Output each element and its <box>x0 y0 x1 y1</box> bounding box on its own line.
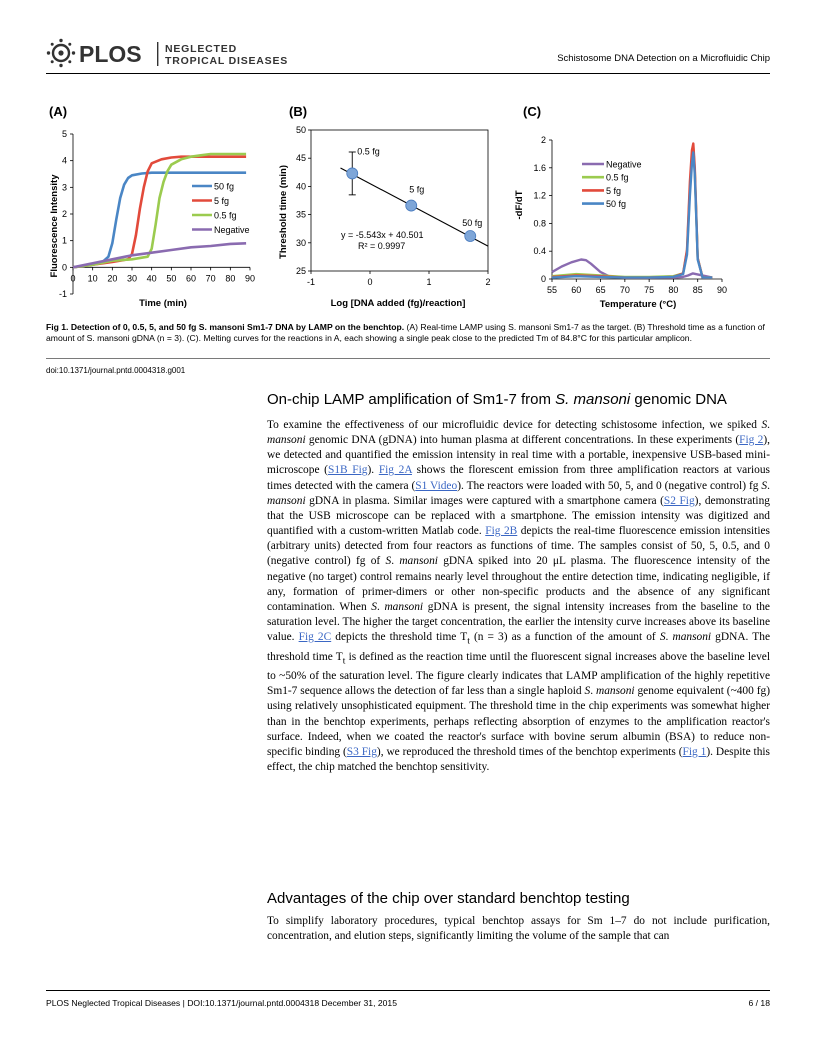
chart-c-y-tick-label: 0 <box>540 274 546 284</box>
chart-a-y-tick-label: -1 <box>58 289 67 299</box>
plos-brand-text: PLOS <box>79 41 142 67</box>
chart-a-y-tick-label: 2 <box>61 209 67 219</box>
figure-doi: doi:10.1371/journal.pntd.0004318.g001 <box>46 366 186 375</box>
chart-a-real-time-lamp <box>40 126 270 316</box>
chart-c-x-tick-label: 90 <box>716 285 728 295</box>
chart-b-x-tick-label: 0 <box>367 277 373 287</box>
chart-c-x-axis-label: Temperature (°C) <box>599 299 677 310</box>
chart-b-x-tick-label: -1 <box>306 277 316 287</box>
footer-divider <box>46 990 770 991</box>
chart-b-x-tick-label: 1 <box>426 277 432 287</box>
chart-c-y-tick-label: 0.8 <box>533 218 546 229</box>
chart-a-y-axis-label: Fluorescence Intensity <box>49 174 60 278</box>
chart-b-x-axis-label: Log [DNA added (fg)/reaction] <box>330 298 466 309</box>
chart-c-x-tick-label: 60 <box>571 285 582 295</box>
chart-c-y-tick-label: 1.2 <box>533 190 546 201</box>
chart-a-x-axis-label: Time (min) <box>139 298 187 309</box>
chart-b-r-squared: R² = 0.9997 <box>358 241 406 251</box>
chart-a-y-tick-label: 4 <box>61 155 67 166</box>
chart-b-y-tick-label: 40 <box>295 181 306 192</box>
chart-a-legend-label: 50 fg <box>214 181 235 192</box>
chart-b-y-axis-label: Threshold time (min) <box>278 165 289 259</box>
link-s1-video[interactable]: S1 Video <box>415 479 458 492</box>
figure-caption-lead: Fig 1. Detection of 0, 0.5, 5, and 50 fg S. mansoni Sm1-7 DNA by LAMP on the benchtop. <box>46 322 405 332</box>
panel-letter-a: (A) <box>49 104 68 119</box>
chart-a-x-tick-label: 40 <box>146 273 157 284</box>
link-s1b-fig[interactable]: S1B Fig <box>327 464 368 477</box>
chart-a-x-tick-label: 0 <box>70 273 76 284</box>
plos-sun-icon <box>47 39 75 67</box>
chart-b-data-point <box>347 168 358 179</box>
chart-a-y-tick-label: 0 <box>61 262 67 273</box>
panel-letter-b: (B) <box>289 104 308 119</box>
chart-a-x-tick-label: 20 <box>107 273 118 284</box>
chart-b-data-point <box>465 231 476 242</box>
chart-a-y-tick-label: 1 <box>61 235 67 246</box>
chart-c-y-tick-label: 2 <box>540 135 546 145</box>
chart-c-x-tick-label: 75 <box>644 285 655 295</box>
link-fig-2[interactable]: Fig 2 <box>739 434 764 447</box>
chart-c-legend-label: 0.5 fg <box>606 172 629 183</box>
figure-caption-text: (A) Real-time LAMP using S. mansoni Sm1-7 as the target. (B) Threshold time as a function of amount of S. mansoni gDNA (n = 3). (C). Melting curves for the reactions in A, each showing a single peak close to the predicted Tm of 84.8°C for this particular amplicon. <box>46 322 765 344</box>
page-number: 6 / 18 <box>748 998 770 1008</box>
chart-c-x-tick-label: 85 <box>692 285 703 295</box>
section-heading-on-chip-lamp: On-chip LAMP amplification of Sm1-7 from S. mansoni genomic DNA <box>267 391 727 408</box>
link-fig-2b[interactable]: Fig 2B <box>485 525 518 538</box>
chart-c-x-tick-label: 65 <box>595 285 606 295</box>
chart-a-y-tick-label: 3 <box>61 182 67 193</box>
link-fig-2c[interactable]: Fig 2C <box>298 631 332 644</box>
chart-a-y-tick-label: 5 <box>61 129 67 139</box>
chart-c-y-tick-label: 0.4 <box>533 246 546 257</box>
chart-b-fit-equation: y = -5.543x + 40.501 <box>341 230 424 240</box>
link-s2-fig[interactable]: S2 Fig <box>663 494 695 507</box>
chart-c-melting-curves <box>508 130 740 316</box>
chart-b-point-label: 5 fg <box>409 184 425 195</box>
caption-divider <box>46 358 770 359</box>
journal-logo <box>45 38 305 77</box>
chart-c-x-tick-label: 80 <box>668 285 679 295</box>
chart-b-y-tick-label: 50 <box>295 125 306 135</box>
section-body-paragraph: To examine the effectiveness of our microfluidic device for detecting schistosome infection, we spiked S. mansoni genomic DNA (gDNA) into human plasma at different concentrations. In these experiments (Fig 2), we detected and quantified the emission intensity in real time with a portable, inexpensive USB-based mini-microscope (S1B Fig). Fig 2A shows the florescent emission from three amplification reactors at various times detected with the camera (S1 Video). The reactors were loaded with 50, 5, and 0 (negative control) fg S. mansoni gDNA in plasma. Similar images were captured with a smartphone camera (S2 Fig), demonstrating that the USB microscope can be replaced with a smartphone. The emission intensity was digitized and quantified with a custom-written Matlab code. Fig 2B depicts the real-time fluorescence emission intensities (arbitrary units) detected from four reactors as functions of time. The samples consist of 50, 5, 0.5, and 0 (negative control) fg of S. mansoni gDNA spiked into 20 μL plasma. The fluorescence intensity of the negative (no target) control remains nearly level throughout the entire detection time, indicating negligible, if any, formation of primer-dimers or other non-specific products and the absence of any significant contamination. When S. mansoni gDNA is present, the signal intensity increases from the baseline to the saturation level. The higher the target concentration, the earlier the intensity curve increases above its baseline value. Fig 2C depicts the threshold time $T_t$ (n = 3) as a function of the amount of S. mansoni gDNA. The threshold time $T_t$ is defined as the reaction time until the fluorescent signal increases above the baseline level to ~50% of the saturation level. The figure clearly indicates that LAMP amplification of the highly repetitive Sm1-7 sequence allows the detection of far less than a single haploid S. mansoni genome equivalent (~400 fg) using relatively unsophisticated equipment. The threshold time in the chip experiments was somewhat higher than in the benchtop experiments, perhaps reflecting absorption of enzymes to the amplification reactor's surface. Indeed, when we coated the reactor's surface with bovine serum albumin (BSA) to reduce non-specific binding (S3 Fig), we reproduced the threshold times of the benchtop experiments (Fig 1). Despite this effect, the chip matched the benchtop sensitivity. <box>267 419 771 773</box>
chart-b-point-label: 50 fg <box>462 218 483 229</box>
chart-c-legend-label: Negative <box>606 159 642 170</box>
journal-name-line1: NEGLECTED <box>165 43 237 55</box>
chart-c-y-axis-label: -dF/dT <box>514 190 525 220</box>
link-fig-2a[interactable]: Fig 2A <box>378 464 412 477</box>
chart-a-x-tick-label: 60 <box>185 273 197 284</box>
footer-citation: PLOS Neglected Tropical Diseases | DOI:10.1371/journal.pntd.0004318 December 31, 2015 <box>46 998 397 1008</box>
chart-b-threshold-time <box>270 122 510 316</box>
header-divider <box>46 73 770 74</box>
chart-c-series-line <box>552 153 712 278</box>
chart-b-data-point <box>406 200 417 211</box>
chart-a-x-tick-label: 70 <box>205 273 216 284</box>
chart-a-x-tick-label: 30 <box>126 273 138 284</box>
chart-a-x-tick-label: 80 <box>225 273 236 284</box>
chart-a-x-tick-label: 90 <box>244 273 256 284</box>
chart-a-x-tick-label: 50 <box>166 273 177 284</box>
running-title: Schistosome DNA Detection on a Microfluidic Chip <box>557 53 770 64</box>
chart-b-y-tick-label: 45 <box>295 153 306 164</box>
chart-c-y-tick-label: 1.6 <box>533 162 546 173</box>
chart-b-y-tick-label: 35 <box>295 209 306 220</box>
section-heading-advantages: Advantages of the chip over standard benchtop testing <box>267 890 630 907</box>
plos-logo-graphic <box>45 38 305 72</box>
chart-b-point-label: 0.5 fg <box>357 146 380 157</box>
chart-a-legend-label: 0.5 fg <box>214 210 237 221</box>
chart-b-x-tick-label: 2 <box>485 277 491 287</box>
chart-c-x-tick-label: 55 <box>546 285 558 295</box>
journal-name-line2: TROPICAL DISEASES <box>165 55 289 67</box>
chart-c-legend-label: 50 fg <box>606 199 627 210</box>
section-body-paragraph-2: To simplify laboratory procedures, typical benchtop assays for Sm 1–7 do not include purification, concentration, and elution steps, significantly limiting the volume of the sample that can <box>267 915 770 943</box>
chart-b-y-tick-label: 30 <box>295 237 306 248</box>
figure-caption <box>46 322 770 344</box>
chart-b-y-tick-label: 25 <box>295 266 306 276</box>
panel-letter-c: (C) <box>523 104 542 119</box>
chart-a-x-tick-label: 10 <box>87 273 98 284</box>
chart-c-x-tick-label: 70 <box>619 285 630 295</box>
link-fig-1[interactable]: Fig 1 <box>682 745 707 758</box>
link-s3-fig[interactable]: S3 Fig <box>346 745 377 758</box>
chart-a-legend-label: Negative <box>214 225 250 235</box>
chart-c-legend-label: 5 fg <box>606 185 622 196</box>
chart-a-legend-label: 5 fg <box>214 196 230 206</box>
